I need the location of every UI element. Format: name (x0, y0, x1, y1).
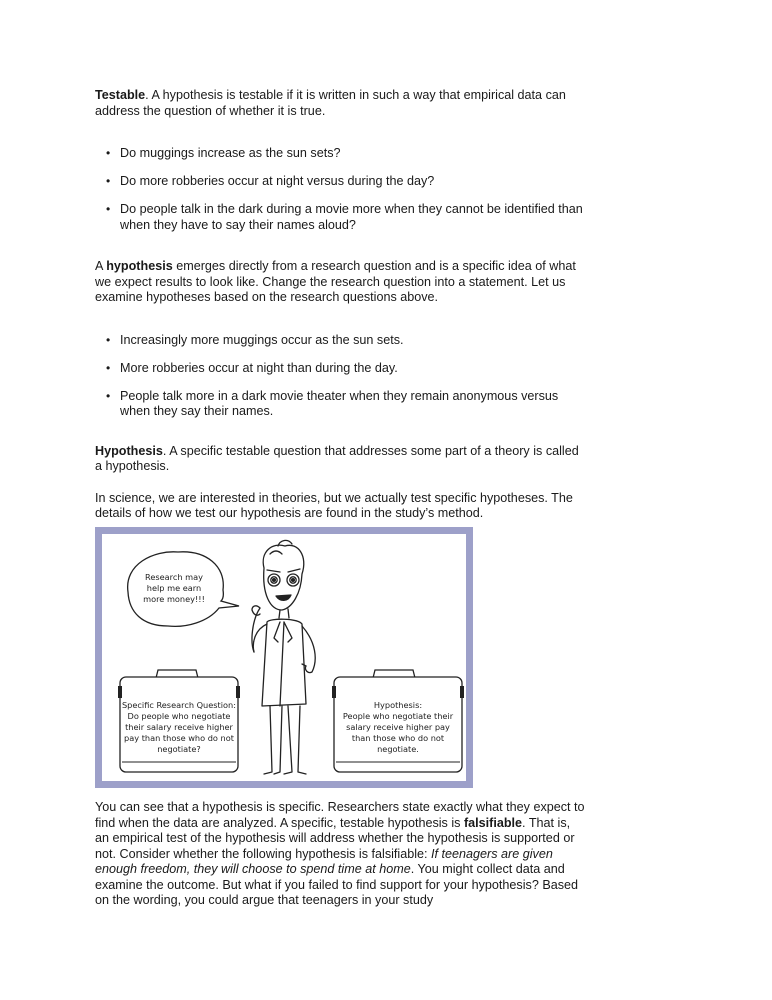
list-item: • Do people talk in the dark during a movie more when they cannot be identified than when they have to say their names aloud? (120, 202, 585, 233)
right-case-line-1: Hypothesis: (373, 700, 423, 710)
falsifiable-example: If teenagers are given enough freedom, they will choose to spend time at home (95, 846, 553, 876)
left-case-line-3: their salary receive higher (125, 722, 233, 732)
speech-line-3: more money!!! (143, 594, 205, 604)
hypothesis-term: hypothesis (106, 259, 173, 273)
right-case-line-4: than those who do not (351, 733, 445, 743)
list-item: • People talk more in a dark movie theater when they remain anonymous versus when they say their names. (120, 389, 585, 420)
list-item: • Do more robberies occur at night versus during the day? (120, 174, 585, 190)
science-paragraph: In science, we are interested in theories, but we actually test specific hypotheses. The details of how we test our hypothesis are found in the study’s method. (95, 490, 573, 520)
testable-paragraph (95, 88, 585, 119)
cartoon-illustration (102, 534, 466, 781)
hypothesis-def-text: . A specific testable question that addresses some part of a theory is called a hypothesis. (95, 443, 579, 473)
falsifiable-text-2: . That is, an empirical test of the hypothesis will address whether the hypothesis is supported or not. Consider whether the following hypothesis is falsifiable: (95, 815, 575, 861)
cartoon-figure (95, 527, 473, 788)
hypothesis-intro-paragraph (95, 259, 585, 306)
list-item: • Do muggings increase as the sun sets? (120, 146, 585, 162)
falsifiable-term: falsifiable (463, 815, 523, 830)
speech-line-2: help me earn (146, 583, 202, 593)
hypothesis-definition (95, 444, 585, 475)
left-case-line-4: pay than those who do not (124, 733, 234, 743)
right-case-line-2: People who negotiate their (342, 711, 454, 721)
document-body (95, 88, 585, 522)
right-case-line-5: negotiate. (377, 744, 419, 754)
left-briefcase (118, 670, 240, 772)
speech-line-1: Research may (145, 572, 203, 582)
left-case-line-5: negotiate? (157, 744, 201, 754)
testable-text: . A hypothesis is testable if it is written in such a way that empirical data can address the question of whether it is true. (95, 88, 566, 118)
falsifiable-text-1: You can see that a hypothesis is specific. Researchers state exactly what they expect to find when the data are analyzed. A specific, testable hypothesis is (95, 800, 585, 830)
scientist-character (252, 540, 315, 774)
right-case-line-3: salary receive higher pay (346, 722, 450, 732)
falsifiable-text-3: . You might collect data and examine the outcome. But what if you failed to find support for your hypothesis? Based on the wording, you could argue that teenagers in your study (95, 862, 579, 907)
hypotheses-list (95, 333, 585, 420)
speech-bubble (128, 552, 239, 627)
left-case-line-2: Do people who negotiate (127, 711, 231, 721)
hypothesis-def-term: Hypothesis (95, 443, 163, 458)
research-questions-list (95, 146, 585, 233)
list-item: • Increasingly more muggings occur as the sun sets. (120, 333, 585, 349)
falsifiable-paragraph-container (95, 800, 585, 909)
testable-term: Testable (95, 88, 146, 102)
hypothesis-intro-text: emerges directly from a research question and is a specific idea of what we expect results to look like. Change the research question into a statement. Let us examine hypotheses based on the research questions above. (95, 259, 576, 304)
falsifiable-paragraph (95, 800, 585, 909)
right-briefcase (332, 670, 464, 772)
list-item: • More robberies occur at night than during the day. (120, 361, 585, 377)
hypothesis-intro-prefix: A (95, 259, 107, 273)
left-case-line-1: Specific Research Question: (121, 700, 237, 710)
